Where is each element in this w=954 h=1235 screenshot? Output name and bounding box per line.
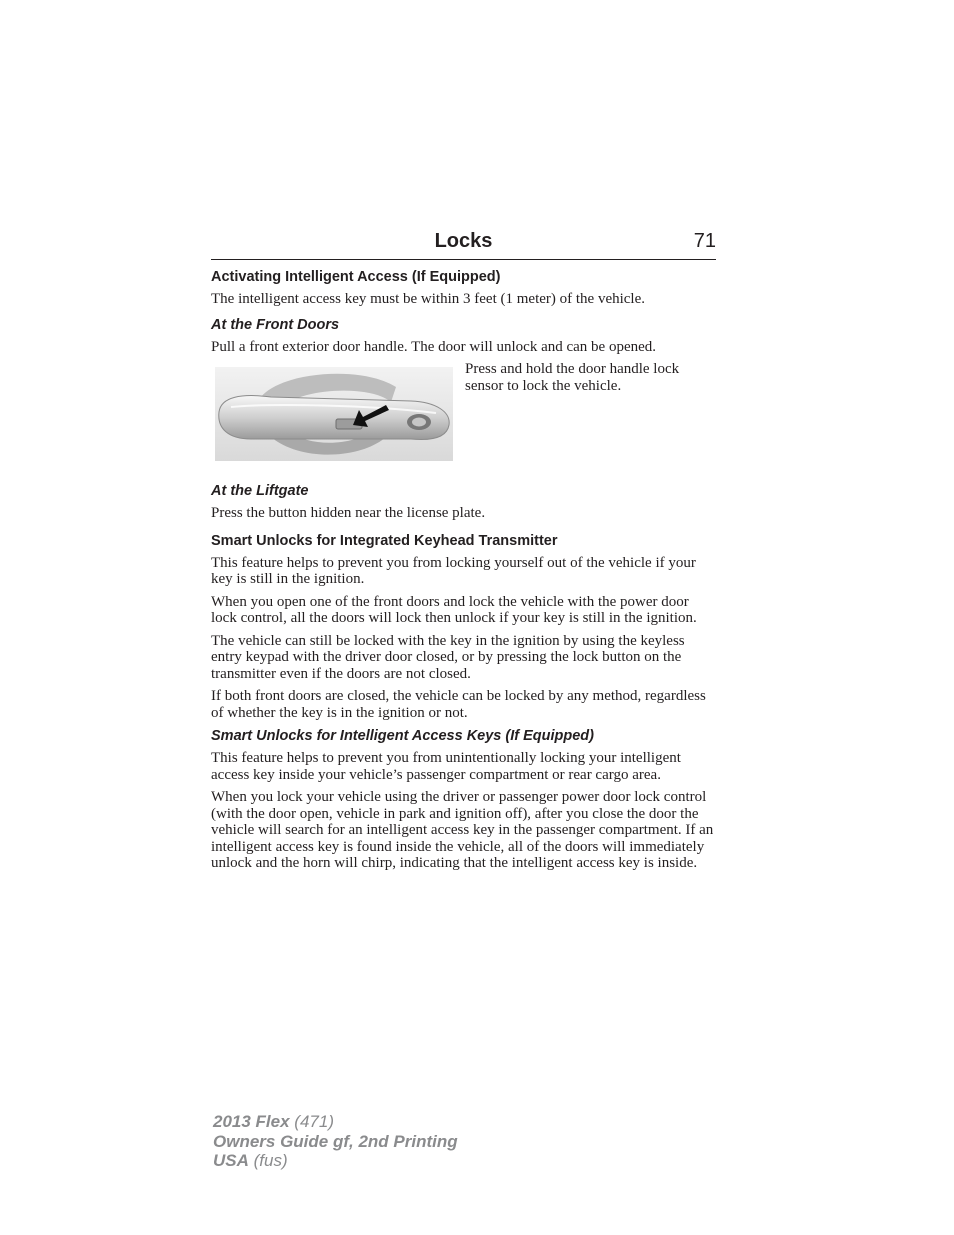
- footer-market: USA: [213, 1151, 249, 1170]
- footer-line-2: [213, 1132, 458, 1152]
- door-handle-lock-sensor-icon: [211, 367, 455, 467]
- heading-smart-unlocks-intelligent: Smart Unlocks for Intelligent Access Keys (If Equipped): [211, 728, 594, 744]
- page-header: [211, 228, 716, 260]
- page-number: 71: [693, 230, 716, 252]
- paragraph: The vehicle can still be locked with the key in the ignition by using the keyless entry keypad with the driver door closed, or by pressing the lock button on the transmitter even if the doors are not closed.: [211, 632, 685, 682]
- footer-line-1: [213, 1112, 458, 1132]
- paragraph: If both front doors are closed, the vehicle can be locked by any method, regardless of whether the key is in the ignition or not.: [211, 688, 706, 721]
- heading-front-doors: At the Front Doors: [211, 316, 340, 333]
- paragraph: When you lock your vehicle using the driver or passenger power door lock control (with the door open, vehicle in park and ignition off), after you close the door the vehicle will search for an intelligent access key in the passenger compartment. If an intelligent access key is found inside the vehicle, all of the doors will immediately unlock and the horn will chirp, indicating that the intelligent access key is inside.: [211, 789, 714, 871]
- figure-row: [211, 361, 716, 479]
- heading-liftgate: At the Liftgate: [211, 483, 309, 499]
- paragraph: Pull a front exterior door handle. The door will unlock and can be opened.: [211, 338, 657, 355]
- footer-line-3: [213, 1151, 458, 1171]
- heading-intelligent-access: Activating Intelligent Access (If Equipped): [211, 269, 501, 285]
- paragraph: This feature helps to prevent you from unintentionally locking your intelligent access key inside your vehicle’s passenger compartment or rear cargo area.: [211, 750, 681, 783]
- footer-market-code: (fus): [253, 1151, 288, 1170]
- paragraph: This feature helps to prevent you from locking yourself out of the vehicle if your key is still in the ignition.: [211, 554, 696, 587]
- footer-model: 2013 Flex: [213, 1112, 290, 1131]
- section-title: Locks: [434, 230, 493, 252]
- paragraph: When you open one of the front doors and lock the vehicle with the power door lock control, all the doors will lock then unlock if your key is still in the ignition.: [211, 593, 697, 626]
- footer-model-code: (471): [294, 1112, 334, 1131]
- heading-smart-unlocks-keyhead: Smart Unlocks for Integrated Keyhead Transmitter: [211, 532, 558, 549]
- footer-guide: Owners Guide gf, 2nd Printing: [213, 1131, 458, 1151]
- page-content: [211, 228, 716, 872]
- door-handle-illustration: [211, 367, 455, 467]
- figure-caption: Press and hold the door handle lock sensor to lock the vehicle.: [465, 361, 680, 394]
- paragraph: Press the button hidden near the license plate.: [211, 505, 486, 521]
- page-footer: [213, 1112, 458, 1171]
- paragraph: The intelligent access key must be within 3 feet (1 meter) of the vehicle.: [211, 291, 646, 307]
